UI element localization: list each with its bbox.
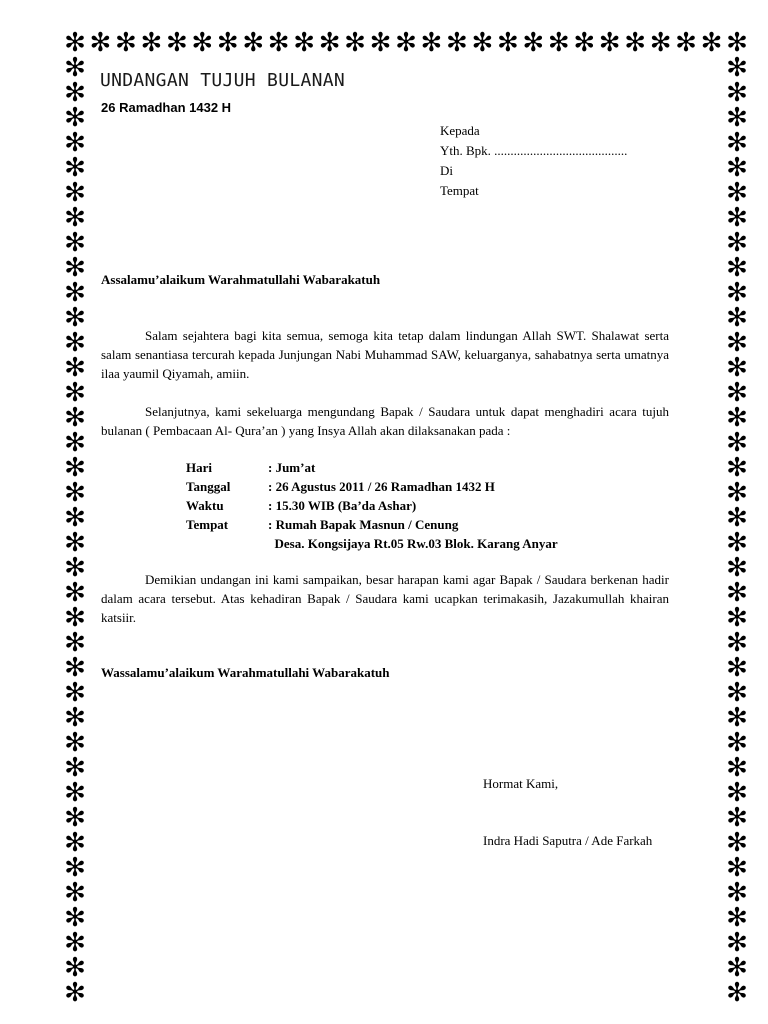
ornament-star-icon: ✻ — [64, 653, 86, 683]
ornament-star-icon: ✻ — [89, 28, 112, 58]
addressee-line: Tempat — [440, 183, 479, 198]
ornament-star-icon: ✻ — [64, 453, 86, 483]
ornament-star-icon: ✻ — [726, 903, 748, 933]
document-title: UNDANGAN TUJUH BULANAN — [100, 70, 346, 91]
ornament-star-icon: ✻ — [547, 28, 570, 58]
detail-row — [186, 534, 558, 553]
ornament-star-icon: ✻ — [395, 28, 417, 58]
ornament-star-icon: ✻ — [726, 278, 748, 308]
ornament-star-icon: ✻ — [64, 728, 86, 758]
addressee-block — [440, 121, 627, 201]
ornament-star-icon: ✻ — [115, 28, 137, 58]
ornament-star-icon: ✻ — [726, 628, 748, 658]
ornament-star-icon: ✻ — [64, 828, 86, 858]
ornament-star-icon: ✻ — [344, 28, 366, 58]
ornament-star-icon: ✻ — [726, 753, 748, 783]
ornament-star-icon: ✻ — [726, 728, 748, 758]
detail-label: Hari — [186, 460, 212, 475]
ornament-star-icon: ✻ — [64, 603, 86, 633]
detail-row — [186, 458, 558, 477]
ornament-star-icon: ✻ — [598, 28, 621, 58]
document-date: 26 Ramadhan 1432 H — [101, 100, 232, 115]
ornament-star-icon: ✻ — [726, 28, 748, 58]
ornament-star-icon: ✻ — [726, 253, 748, 283]
addressee-line: Yth. Bpk. ......................................... — [440, 143, 628, 158]
ornament-star-icon: ✻ — [726, 203, 748, 233]
paragraph-invitation: Selanjutnya, kami sekeluarga mengundang Bapak / Saudara untuk dapat menghadiri acara tujuh bulanan ( Pembacaan Al- Qura’an ) yang Insya Allah akan dilaksanakan pada : — [101, 404, 669, 438]
signature-names: Indra Hadi Saputra / Ade Farkah — [483, 833, 653, 848]
ornament-star-icon: ✻ — [726, 378, 748, 408]
ornament-star-icon: ✻ — [64, 753, 86, 783]
ornament-star-icon: ✻ — [64, 253, 86, 283]
ornament-star-icon: ✻ — [64, 953, 86, 983]
ornament-star-icon: ✻ — [64, 803, 86, 833]
ornament-star-icon: ✻ — [64, 178, 86, 208]
ornament-star-icon: ✻ — [522, 28, 545, 58]
ornament-star-icon: ✻ — [64, 78, 86, 108]
ornament-star-icon: ✻ — [64, 378, 86, 408]
ornament-star-icon: ✻ — [420, 28, 443, 58]
ornament-star-icon: ✻ — [64, 103, 86, 133]
ornament-star-icon: ✻ — [446, 28, 468, 58]
ornament-star-icon: ✻ — [369, 28, 392, 58]
ornament-star-icon: ✻ — [64, 903, 86, 933]
ornament-star-icon: ✻ — [726, 353, 748, 383]
ornament-star-icon: ✻ — [64, 528, 86, 558]
ornament-star-icon: ✻ — [726, 103, 748, 133]
ornament-star-icon: ✻ — [726, 603, 748, 633]
ornament-star-icon: ✻ — [64, 203, 86, 233]
ornament-star-icon: ✻ — [64, 403, 86, 433]
detail-label: Tanggal — [186, 479, 231, 494]
ornament-star-icon: ✻ — [726, 303, 748, 333]
detail-value: : Jum’at — [268, 460, 316, 475]
ornament-star-icon: ✻ — [726, 153, 748, 183]
ornament-star-icon: ✻ — [64, 778, 86, 808]
ornament-star-icon: ✻ — [242, 28, 265, 58]
ornament-star-icon: ✻ — [64, 928, 86, 958]
ornament-star-icon: ✻ — [471, 28, 494, 58]
ornament-star-icon: ✻ — [726, 228, 748, 258]
addressee-line: Kepada — [440, 123, 480, 138]
ornament-star-icon: ✻ — [726, 928, 748, 958]
ornament-star-icon: ✻ — [726, 178, 748, 208]
ornament-star-icon: ✻ — [165, 28, 188, 58]
ornament-star-icon: ✻ — [267, 28, 290, 58]
ornament-star-icon: ✻ — [140, 28, 163, 58]
detail-value: Desa. Kongsijaya Rt.05 Rw.03 Blok. Karang Anyar — [268, 536, 558, 551]
ornament-star-icon: ✻ — [726, 828, 748, 858]
ornament-star-icon: ✻ — [726, 528, 748, 558]
ornament-star-icon: ✻ — [573, 28, 596, 58]
detail-label — [186, 534, 268, 553]
paragraph-closing: Demikian undangan ini kami sampaikan, besar harapan kami agar Bapak / Saudara berkenan hadir dalam acara tersebut. Atas kehadiran Bapak / Saudara kami ucapkan terimakasih, Jazakumullah khairan katsiir. — [101, 572, 669, 625]
ornament-star-icon: ✻ — [216, 28, 239, 58]
ornament-star-icon: ✻ — [726, 653, 748, 683]
detail-value: : 15.30 WIB (Ba’da Ashar) — [268, 498, 417, 513]
ornament-star-icon: ✻ — [726, 703, 748, 733]
detail-label: Waktu — [186, 498, 224, 513]
ornament-star-icon: ✻ — [64, 53, 86, 83]
ornament-star-icon: ✻ — [64, 278, 86, 308]
ornament-star-icon: ✻ — [726, 478, 748, 508]
ornament-star-icon: ✻ — [726, 853, 748, 883]
ornament-star-icon: ✻ — [726, 53, 748, 83]
ornament-star-icon: ✻ — [726, 503, 748, 533]
ornament-star-icon: ✻ — [726, 953, 748, 983]
ornament-star-icon: ✻ — [726, 428, 748, 458]
ornament-star-icon: ✻ — [726, 803, 748, 833]
ornament-star-icon: ✻ — [64, 428, 86, 458]
opening-greeting: Assalamu’alaikum Warahmatullahi Wabarakatuh — [101, 272, 381, 287]
closing-greeting: Wassalamu’alaikum Warahmatullahi Wabarakatuh — [101, 665, 390, 680]
ornament-star-icon: ✻ — [64, 853, 86, 883]
paragraph-opening: Salam sejahtera bagi kita semua, semoga kita tetap dalam lindungan Allah SWT. Shalawat serta salam senantiasa tercurah kepada Junjungan Nabi Muhammad SAW, keluarganya, sahabatnya serta umatnya ilaa yaumil Qiyamah, amiin. — [101, 328, 669, 381]
ornament-star-icon: ✻ — [64, 228, 86, 258]
ornament-star-icon: ✻ — [726, 328, 748, 358]
ornament-star-icon: ✻ — [726, 553, 748, 583]
ornament-star-icon: ✻ — [64, 553, 86, 583]
ornament-star-icon: ✻ — [726, 878, 748, 908]
ornament-star-icon: ✻ — [675, 28, 697, 58]
ornament-star-icon: ✻ — [293, 28, 316, 58]
ornament-star-icon: ✻ — [726, 778, 748, 808]
ornament-star-icon: ✻ — [726, 978, 748, 1008]
detail-row — [186, 477, 558, 496]
ornament-star-icon: ✻ — [64, 978, 86, 1008]
event-details — [186, 458, 558, 553]
addressee-line: Di — [440, 163, 453, 178]
ornament-star-icon: ✻ — [64, 328, 86, 358]
ornament-star-icon: ✻ — [496, 28, 519, 58]
ornament-star-icon: ✻ — [64, 353, 86, 383]
ornament-star-icon: ✻ — [700, 28, 723, 58]
detail-label: Tempat — [186, 517, 229, 532]
signature-closing: Hormat Kami, — [483, 776, 559, 791]
ornament-star-icon: ✻ — [649, 28, 672, 58]
ornament-star-icon: ✻ — [64, 303, 86, 333]
ornament-star-icon: ✻ — [64, 678, 86, 708]
ornament-star-icon: ✻ — [64, 703, 86, 733]
ornament-star-icon: ✻ — [64, 628, 86, 658]
ornament-star-icon: ✻ — [64, 578, 86, 608]
ornament-star-icon: ✻ — [64, 478, 86, 508]
ornament-star-icon: ✻ — [64, 878, 86, 908]
ornament-star-icon: ✻ — [726, 453, 748, 483]
detail-value: : Rumah Bapak Masnun / Cenung — [268, 517, 459, 532]
detail-row — [186, 515, 558, 534]
ornament-star-icon: ✻ — [726, 578, 748, 608]
ornament-star-icon: ✻ — [64, 128, 86, 158]
ornament-star-icon: ✻ — [726, 403, 748, 433]
ornament-star-icon: ✻ — [64, 503, 86, 533]
ornament-star-icon: ✻ — [726, 678, 748, 708]
detail-row — [186, 496, 558, 515]
ornament-star-icon: ✻ — [318, 28, 341, 58]
ornament-star-icon: ✻ — [726, 128, 748, 158]
detail-value: : 26 Agustus 2011 / 26 Ramadhan 1432 H — [268, 479, 495, 494]
ornament-star-icon: ✻ — [191, 28, 214, 58]
ornament-star-icon: ✻ — [726, 78, 748, 108]
ornament-star-icon: ✻ — [64, 28, 86, 58]
ornament-star-icon: ✻ — [624, 28, 647, 58]
ornament-star-icon: ✻ — [64, 153, 86, 183]
